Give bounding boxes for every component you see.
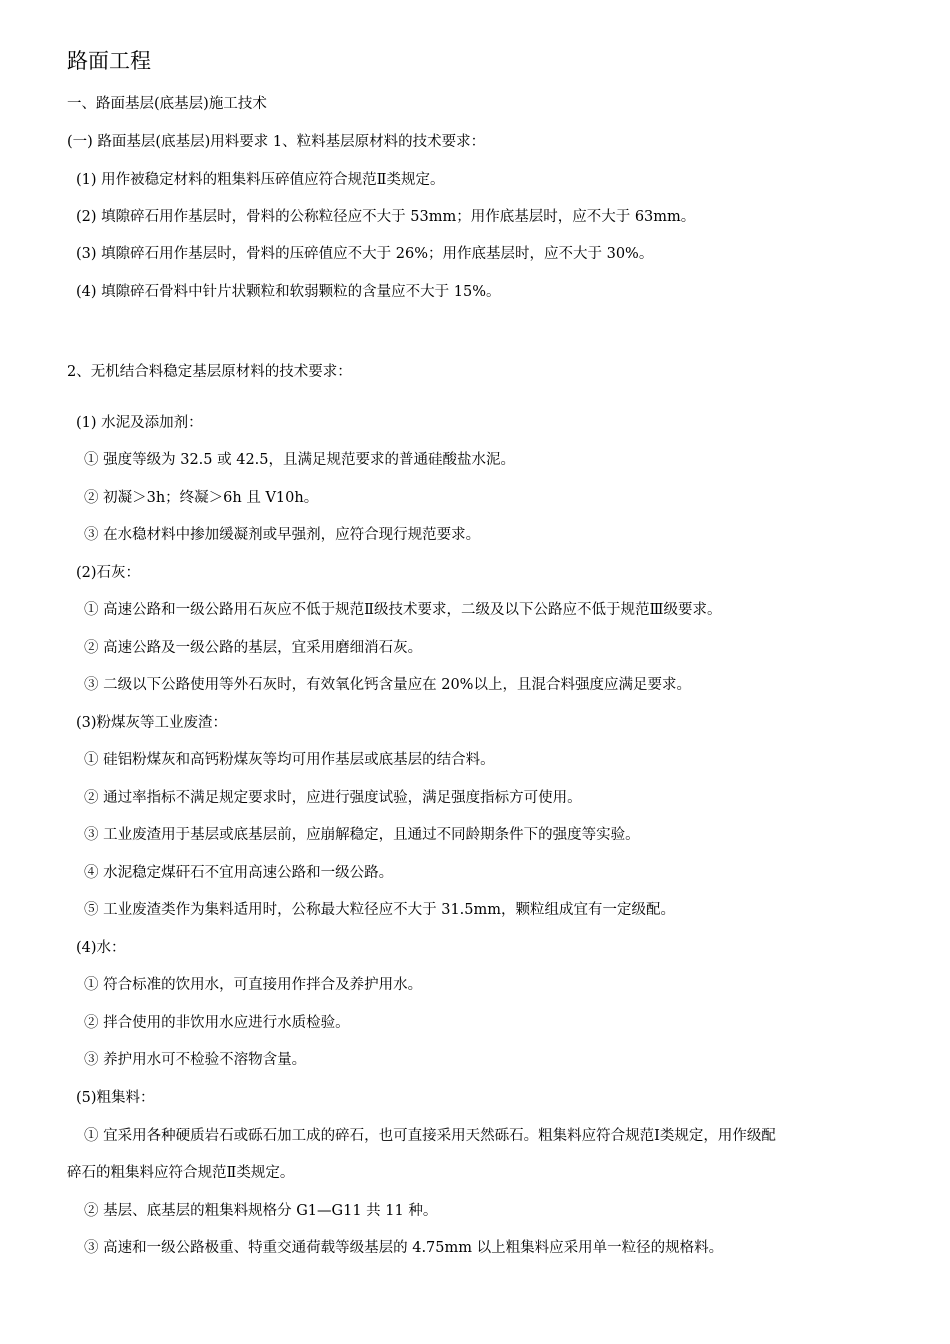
- list-item: ③ 高速和一级公路极重、特重交通荷载等级基层的 4.75mm 以上粗集料应采用单一粒径的规格料。: [84, 1240, 724, 1256]
- list-item: ③ 二级以下公路使用等外石灰时，有效氧化钙含量应在 20%以上，且混合料强度应满足要求。: [84, 677, 691, 693]
- item-heading: (1) 水泥及添加剂：: [76, 415, 203, 431]
- list-item: (2) 填隙碎石用作基层时，骨料的公称粒径应不大于 53mm；用作底基层时，应不大于 63mm。: [76, 209, 696, 225]
- item-heading: (5)粗集料：: [76, 1090, 155, 1106]
- list-item: ③ 养护用水可不检验不溶物含量。: [84, 1052, 307, 1068]
- page-title: 路面工程: [67, 49, 151, 73]
- list-item: ③ 工业废渣用于基层或底基层前，应崩解稳定，且通过不同龄期条件下的强度等实验。: [84, 827, 640, 843]
- list-item: ② 基层、底基层的粗集料规格分 G1—G11 共 11 种。: [84, 1203, 438, 1219]
- list-item: ① 高速公路和一级公路用石灰应不低于规范Ⅱ级技术要求，二级及以下公路应不低于规范Ⅲ级要求。: [84, 602, 722, 618]
- subsection-heading: 2、无机结合料稳定基层原材料的技术要求：: [67, 364, 352, 380]
- list-item: (3) 填隙碎石用作基层时，骨料的压碎值应不大于 26%；用作底基层时，应不大于 30%。: [76, 246, 654, 262]
- list-item: ② 拌合使用的非饮用水应进行水质检验。: [84, 1015, 350, 1031]
- list-item: ④ 水泥稳定煤矸石不宜用高速公路和一级公路。: [84, 865, 394, 881]
- item-heading: (4)水：: [76, 940, 126, 956]
- list-item: ① 符合标准的饮用水，可直接用作拌合及养护用水。: [84, 977, 423, 993]
- list-item: ② 初凝＞3h；终凝＞6h 且 V10h。: [84, 490, 319, 506]
- list-item: ③ 在水稳材料中掺加缓凝剂或早强剂，应符合现行规范要求。: [84, 527, 481, 543]
- list-item: ① 强度等级为 32.5 或 42.5，且满足规范要求的普通硅酸盐水泥。: [84, 452, 516, 468]
- subsection-heading: (一) 路面基层(底基层)用料要求 1、粒料基层原材料的技术要求：: [67, 134, 486, 150]
- list-item: ② 通过率指标不满足规定要求时，应进行强度试验，满足强度指标方可使用。: [84, 790, 582, 806]
- list-item: ① 硅铝粉煤灰和高钙粉煤灰等均可用作基层或底基层的结合料。: [84, 752, 495, 768]
- list-item: ② 高速公路及一级公路的基层，宜采用磨细消石灰。: [84, 640, 423, 656]
- list-item: ⑤ 工业废渣类作为集料适用时，公称最大粒径应不大于 31.5mm，颗粒组成宜有一定级配。: [84, 902, 675, 918]
- item-heading: (2)石灰：: [76, 565, 141, 581]
- section-heading: 一、路面基层(底基层)施工技术: [67, 96, 267, 112]
- item-heading: (3)粉煤灰等工业废渣：: [76, 715, 228, 731]
- list-item: (1) 用作被稳定材料的粗集料压碎值应符合规范Ⅱ类规定。: [76, 172, 445, 188]
- list-item: ① 宜采用各种硬质岩石或砾石加工成的碎石，也可直接采用天然砾石。粗集料应符合规范Ⅰ类规定，用作级配: [84, 1128, 776, 1144]
- list-item-continuation: 碎石的粗集料应符合规范Ⅱ类规定。: [67, 1165, 295, 1181]
- list-item: (4) 填隙碎石骨料中针片状颗粒和软弱颗粒的含量应不大于 15%。: [76, 284, 501, 300]
